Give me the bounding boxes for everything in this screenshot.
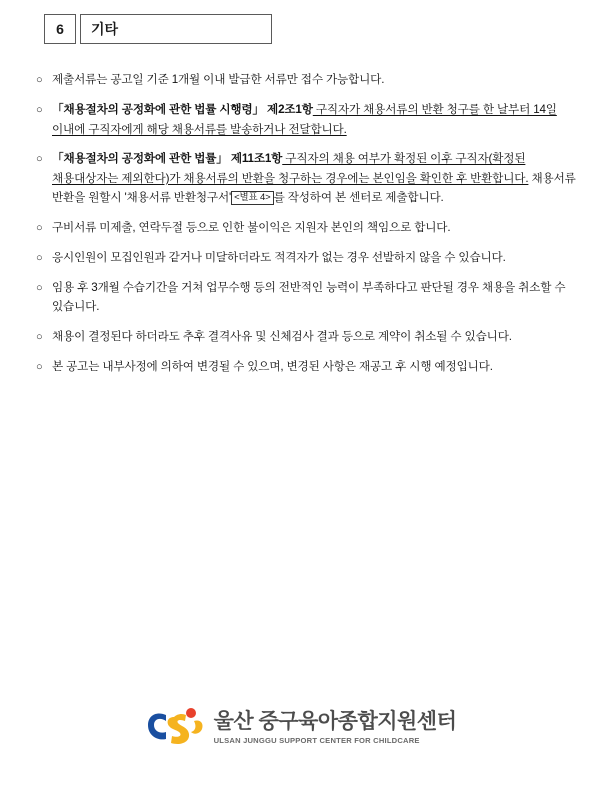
logo-name-ko: 울산 중구육아종합지원센터 — [213, 709, 457, 733]
footer-logo — [0, 705, 600, 749]
logo-text-block — [214, 710, 457, 745]
notice-text — [52, 278, 576, 317]
notice-text-segment: 본 공고는 내부사정에 의하여 변경될 수 있으며, 변경된 사항은 재공고 후 시행 예정입니다. — [52, 359, 493, 373]
notice-text-segment: 채용이 결정된다 하더라도 추후 결격사유 및 신체검사 결과 등으로 계약이 취소될 수 있습니다. — [52, 329, 512, 343]
bullet-circle-icon: ○ — [36, 281, 43, 294]
notice-text-segment: 응시인원이 모집인원과 같거나 미달하더라도 적격자가 없는 경우 선발하지 않을 수 있습니다. — [52, 250, 506, 264]
section-title: 기타 — [80, 14, 272, 44]
notice-text — [52, 70, 576, 90]
notice-text-segment: 구비서류 미제출, 연락두절 등으로 인한 불이익은 지원자 본인의 책임으로 합니다. — [52, 220, 451, 234]
notice-text — [52, 149, 576, 208]
bullet-circle-icon: ○ — [36, 104, 43, 116]
notice-item — [36, 248, 576, 268]
logo-name-en: ULSAN JUNGGU SUPPORT CENTER FOR CHILDCARE — [213, 735, 420, 745]
notice-text-segment: 제출서류는 공고일 기준 1개월 이내 발급한 서류만 접수 가능합니다. — [52, 73, 385, 86]
bullet-circle-icon: ○ — [36, 251, 43, 264]
notice-text — [52, 100, 576, 139]
bullet-circle-icon: ○ — [36, 221, 43, 234]
childcare-center-logo-icon — [144, 705, 206, 749]
notice-text-segment: 임용 후 3개월 수습기간을 거쳐 업무수행 등의 전반적인 능력이 부족하다고 판단될 경우 채용을 취소할 수 있습니다. — [52, 280, 566, 313]
bullet-circle-icon: ○ — [36, 153, 43, 165]
notice-item — [36, 100, 576, 139]
section-number: 6 — [44, 14, 76, 44]
notice-item — [36, 327, 576, 347]
bullet-circle-icon: ○ — [36, 360, 43, 373]
notice-text-segment: 「채용절차의 공정화에 관한 법률 시행령」 제2조1항 — [52, 103, 313, 116]
notice-item — [36, 218, 576, 238]
section-header — [44, 14, 272, 44]
notice-text-segment: <별표 4> — [231, 191, 273, 205]
notice-text-segment: 를 작성하여 본 센터로 제출합니다. — [273, 191, 444, 204]
notice-item — [36, 278, 576, 317]
notice-text-segment: 「채용절차의 공정화에 관한 법률」 제11조1항 — [52, 152, 283, 165]
notice-item — [36, 149, 576, 208]
notice-text-segment: 구직자가 채용서류의 반환 청구를 한 날부터 14일 이내에 구직자에게 해당 채용서류를 발송하거나 전달합니다. — [52, 103, 557, 136]
notice-text-segment: 구직자의 채용 여부가 확정된 이후 구직자(확정된 채용대상자는 제외한다)가 채용서류의 반환을 청구하는 경우에는 본인임을 확인한 후 반환합니다. — [52, 152, 529, 185]
notice-list — [36, 70, 576, 387]
notice-text — [52, 248, 576, 268]
notice-text — [52, 218, 576, 238]
notice-item — [36, 357, 576, 377]
notice-text-segment: 채용서류 반환을 원할시 '채용서류 반환청구서' — [52, 171, 576, 204]
bullet-circle-icon: ○ — [36, 74, 43, 86]
notice-text — [52, 357, 576, 377]
notice-text — [52, 327, 576, 347]
notice-item — [36, 70, 576, 90]
bullet-circle-icon: ○ — [36, 330, 43, 343]
